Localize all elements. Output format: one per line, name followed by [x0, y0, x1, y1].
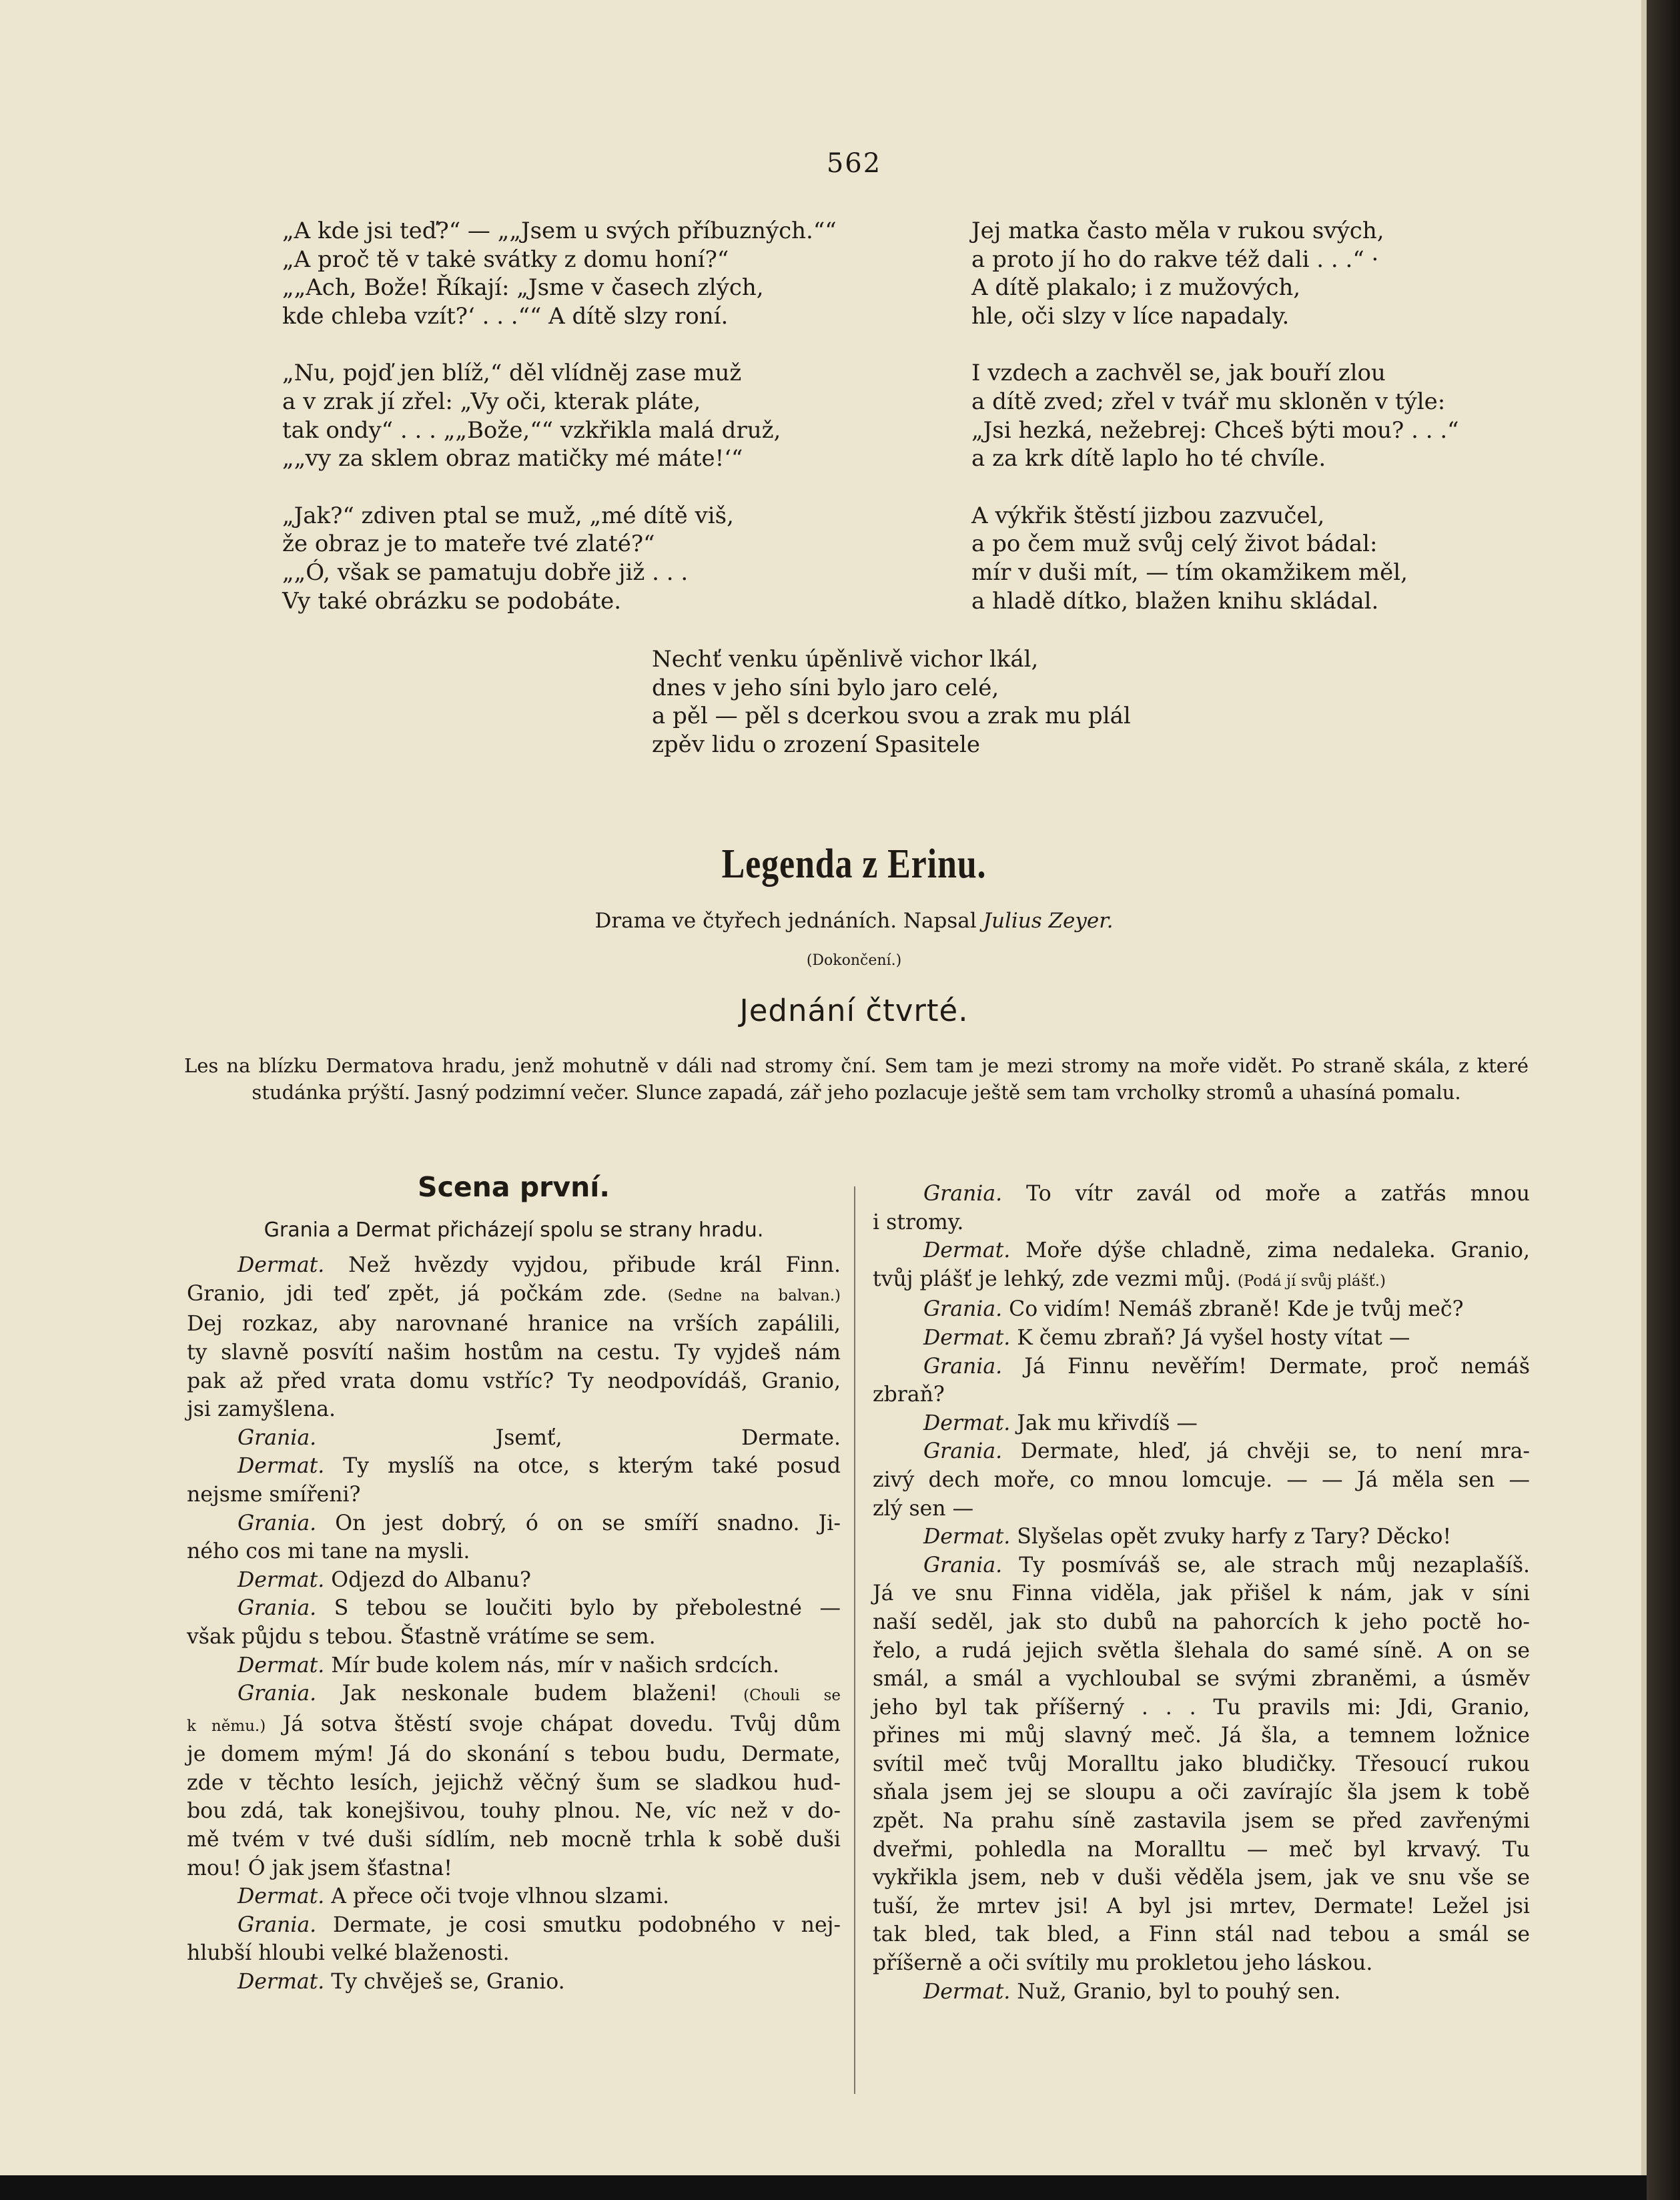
speaker-name: Grania. — [238, 1912, 317, 1937]
dialogue-text: řelo, a rudá jejich světla šlehala do samé síně. A on se — [873, 1638, 1530, 1663]
dialogue-text: Jak mu křivdíš — — [1010, 1411, 1198, 1435]
dialogue-line — [873, 1437, 1530, 1466]
poem-line: „Nu, pojď jen blíž,“ děl vlídněj zase muž — [282, 360, 742, 387]
dialogue-text: však půjdu s tebou. Šťastně vrátíme se sem. — [187, 1624, 656, 1649]
speaker-name: Grania. — [923, 1297, 1003, 1322]
poem-closing-stanza — [652, 645, 1131, 759]
dialogue-right-column — [873, 1180, 1530, 2006]
dialogue-line — [187, 1594, 841, 1623]
speaker-name: Grania. — [238, 1425, 317, 1450]
dialogue-text: sňala jsem jej se sloupu a oči zavírajíc šla jsem k tobě — [873, 1780, 1530, 1805]
dialogue-line — [873, 1836, 1530, 1864]
dialogue-line — [187, 1882, 841, 1911]
poem-line: zpěv lidu o zrození Spasitele — [652, 731, 980, 758]
poem-line: tak ondy“ . . . „„Bože,““ vzkřikla malá druž, — [282, 416, 781, 444]
dialogue-line — [187, 1854, 841, 1883]
dialogue-line — [187, 1939, 841, 1968]
dialogue-line — [873, 1381, 1530, 1409]
play-subtitle — [0, 909, 1680, 933]
dialogue-text: tak bled, tak bled, a Finn stál nad tebou a smál se — [873, 1922, 1530, 1947]
dialogue-text: Mír bude kolem nás, mír v našich srdcích. — [324, 1653, 779, 1678]
dialogue-line — [187, 1481, 841, 1509]
scene-description: Grania a Dermat přicházejí spolu se strany hradu. — [264, 1218, 764, 1242]
scene-title: Scena první. — [418, 1171, 610, 1203]
dialogue-line — [187, 1740, 841, 1769]
dialogue-text: i stromy. — [873, 1210, 964, 1234]
dialogue-text: Než hvězdy vyjdou, přibude král Finn. — [324, 1253, 841, 1278]
poem-line: Jej matka často měla v rukou svých, — [971, 218, 1384, 244]
stage-setting: Les na blízku Dermatova hradu, jenž mohutně v dáli nad stromy ční. Sem tam je mezi stromy na moře vidět. Po straně skála, z které studánka prýští. Jasný podzimní večer. Slunce zapadá, zář jeho pozlacuje ještě sem tam vrcholky stromů a uhasíná pomalu. — [184, 1054, 1529, 1104]
poem-line: a dítě zved; zřel v tvář mu skloněn v týle: — [971, 388, 1446, 415]
dialogue-line — [187, 1251, 841, 1280]
dialogue-line — [873, 1949, 1530, 1978]
speaker-name: Grania. — [923, 1182, 1003, 1206]
dialogue-line — [187, 1769, 841, 1798]
dialogue-line — [873, 1466, 1530, 1495]
dialogue-line — [873, 1265, 1530, 1296]
poem-line: „„Ó, však se pamatuju dobře již . . . — [282, 559, 689, 586]
speaker-name: Dermat. — [238, 1653, 325, 1678]
poem-line: „Jak?“ zdiven ptal se muž, „mé dítě viš, — [282, 502, 734, 529]
book-spine-edge — [1647, 0, 1680, 2200]
dialogue-text: Slyšelas opět zvuky harfy z Tary? Děcko! — [1010, 1525, 1452, 1549]
poem-line: A výkřik štěstí jizbou zazvučel, — [971, 502, 1325, 529]
dialogue-line — [873, 1694, 1530, 1722]
column-divider — [854, 1186, 855, 2094]
speaker-name: Grania. — [923, 1354, 1003, 1379]
speaker-name: Grania. — [923, 1439, 1003, 1464]
speaker-name: Dermat. — [238, 1884, 325, 1909]
dialogue-line — [873, 1892, 1530, 1921]
dialogue-text: jsi zamyšlena. — [187, 1397, 336, 1422]
dialogue-text: ty slavně posvítí našim hostům na cestu. Ty vyjdeš nám — [187, 1340, 841, 1365]
poem-line: a proto jí ho do rakve též dali . . .“ · — [971, 246, 1379, 273]
dialogue-line — [187, 1452, 841, 1481]
dialogue-line — [187, 1566, 841, 1595]
speaker-name: Grania. — [238, 1596, 317, 1621]
dialogue-line — [873, 1778, 1530, 1807]
speaker-name: Dermat. — [923, 1411, 1011, 1435]
speaker-name: Grania. — [238, 1511, 317, 1535]
dialogue-text: příšerně a oči svítily mu prokletou jeho láskou. — [873, 1951, 1373, 1976]
dialogue-line — [873, 1750, 1530, 1779]
poem-line: a po čem muž svůj celý život bádal: — [971, 530, 1378, 558]
speaker-name: Dermat. — [923, 1525, 1011, 1549]
dialogue-line — [873, 1208, 1530, 1237]
dialogue-line — [873, 1579, 1530, 1608]
dialogue-text: K čemu zbraň? Já vyšel hosty vítat — — [1010, 1325, 1410, 1350]
author-name: Julius Zeyer. — [983, 909, 1114, 933]
speaker-name: Dermat. — [923, 1979, 1011, 2004]
dialogue-line — [187, 1509, 841, 1538]
stage-direction: (Podá jí svůj plášť.) — [1237, 1272, 1386, 1290]
dialogue-text: zpět. Na prahu síně zastavila jsem se před zavřenými — [873, 1809, 1530, 1834]
dialogue-text: přines mi můj slavný meč. Já šla, a temnem ložnice — [873, 1724, 1530, 1748]
dialogue-line — [873, 1807, 1530, 1836]
dialogue-line — [187, 1339, 841, 1367]
poem-stanza — [971, 359, 1459, 472]
subtitle-text: Drama ve čtyřech jednáních. Napsal — [594, 909, 977, 933]
poem-line: A dítě plakalo; i z mužových, — [971, 274, 1301, 302]
dialogue-text: Jak neskonale budem blaženi! — [316, 1682, 744, 1706]
dialogue-text: Co vidím! Nemáš zbraně! Kde je tvůj meč? — [1002, 1297, 1464, 1322]
poem-line: že obraz je to mateře tvé zlaté?“ — [282, 530, 655, 558]
stage-direction: (Chouli se — [743, 1687, 841, 1705]
speaker-name: Dermat. — [238, 1567, 325, 1592]
dialogue-text: naší seděl, jak sto dubů na pahorcích k jeho poctě ho- — [873, 1609, 1530, 1634]
poem-line: „A proč tě v takė svátky z domu honí?“ — [282, 246, 729, 273]
dialogue-text: nejsme smířeni? — [187, 1482, 361, 1507]
dialogue-line — [873, 1180, 1530, 1208]
poem-line: a v zrak jí zřel: „Vy oči, kterak pláte, — [282, 388, 701, 415]
dialogue-text: Já sotva štěstí svoje chápat dovedu. Tvůj dům — [266, 1712, 841, 1736]
dialogue-text: zbraň? — [873, 1383, 945, 1407]
dialogue-text: bou zdá, tak konejšivou, touhy plnou. Ne, víc než v do- — [187, 1799, 841, 1824]
dialogue-text: Odjezd do Albanu? — [324, 1567, 531, 1592]
dialogue-line — [187, 1395, 841, 1424]
poem-line: mír v duši mít, — tím okamžikem měl, — [971, 559, 1408, 586]
dialogue-text: dveřmi, pohledla na Moralltu — meč byl krvavý. Tu — [873, 1837, 1530, 1862]
dialogue-text: Moře dýše chladně, zima nedaleka. Granio, — [1010, 1238, 1530, 1263]
dialogue-line — [187, 1826, 841, 1854]
dialogue-line — [873, 1495, 1530, 1523]
dialogue-text: pak až před vrata domu vstříc? Ty neodpovídáš, Granio, — [187, 1369, 841, 1393]
speaker-name: Dermat. — [238, 1970, 325, 1994]
dialogue-text: To vítr zavál od moře a zatřás mnou — [1002, 1182, 1530, 1206]
poem-stanza — [971, 502, 1459, 615]
dialogue-text: je domem mým! Já do skonání s tebou budu, Dermate, — [187, 1742, 841, 1767]
dialogue-line — [873, 1978, 1530, 2006]
dialogue-line — [873, 1637, 1530, 1666]
poem-line: a hladě dítko, blažen knihu skládal. — [971, 587, 1379, 615]
dialogue-left-body — [187, 1251, 841, 1996]
dialogue-line — [873, 1920, 1530, 1949]
dialogue-text: tvůj plášť je lehký, zde vezmi můj. — [873, 1266, 1238, 1291]
poem-line: kde chleba vzít?‘ . . .““ A dítě slzy roní. — [282, 302, 729, 330]
dialogue-line — [187, 1680, 841, 1710]
dialogue-left-column — [187, 1171, 841, 1996]
dialogue-text: Ty myslíš na otce, s kterým také posud — [324, 1454, 841, 1479]
speaker-name: Grania. — [238, 1682, 317, 1706]
dialogue-text: Nuž, Granio, byl to pouhý sen. — [1010, 1979, 1341, 2004]
dialogue-line — [187, 1280, 841, 1311]
dialogue-text: S tebou se loučiti bylo by přebolestné — — [316, 1596, 841, 1621]
dialogue-text: smál, a smál a vychloubal se svými zbraněmi, a úsměv — [873, 1667, 1530, 1692]
dialogue-text: svítil meč tvůj Moralltu jako bludičky. Třesoucí rukou — [873, 1752, 1530, 1776]
dialogue-line — [187, 1968, 841, 1996]
dialogue-text: Dermate, hleď, já chvěji se, to není mra- — [1002, 1439, 1530, 1464]
dialogue-text: zde v těchto lesích, jejichž věčný šum se sladkou hud- — [187, 1770, 841, 1795]
continued-note: (Dokončení.) — [806, 952, 902, 969]
poem-left-column — [282, 217, 837, 644]
dialogue-text: Dej rozkaz, aby narovnané hranice na vrších zapálili, — [187, 1312, 841, 1337]
dialogue-line — [873, 1409, 1530, 1438]
speaker-name: Dermat. — [923, 1238, 1011, 1263]
dialogue-line — [873, 1295, 1530, 1324]
dialogue-text: ného cos mi tane na mysli. — [187, 1539, 470, 1564]
dialogue-text: Jsemť, Dermate. — [316, 1425, 841, 1450]
dialogue-text: Granio, jdi teď zpět, já počkám zde. — [187, 1281, 668, 1306]
dialogue-line — [187, 1623, 841, 1652]
dialogue-line — [187, 1911, 841, 1940]
poem-stanza — [282, 502, 837, 615]
poem-stanza — [282, 359, 837, 472]
dialogue-text: On jest dobrý, ó on se smíří snadno. Ji- — [316, 1511, 841, 1535]
dialogue-line — [187, 1367, 841, 1396]
dialogue-text: Dermate, je cosi smutku podobného v nej- — [316, 1912, 841, 1937]
dialogue-line — [873, 1864, 1530, 1892]
dialogue-text: A přece oči tvoje vlhnou slzami. — [324, 1884, 670, 1909]
dialogue-line — [187, 1424, 841, 1453]
poem-line: dnes v jeho síni bylo jaro celé, — [652, 674, 999, 701]
dialogue-line — [873, 1608, 1530, 1637]
dialogue-line — [187, 1797, 841, 1826]
stage-direction: k němu.) — [187, 1717, 266, 1735]
dialogue-line — [873, 1236, 1530, 1265]
dialogue-line — [187, 1652, 841, 1680]
stage-direction: (Sedne na balvan.) — [667, 1287, 841, 1305]
dialogue-text: mou! Ó jak jsem šťastna! — [187, 1856, 452, 1880]
poem-line: a pěl — pěl s dcerkou svou a zrak mu plál — [652, 703, 1131, 730]
poem-line: Vy také obrázku se podobáte. — [282, 587, 622, 615]
dialogue-text: hlubší hloubi velké blaženosti. — [187, 1941, 510, 1966]
dialogue-line — [873, 1551, 1530, 1580]
dialogue-line — [187, 1310, 841, 1339]
dialogue-text: Já Finnu nevěřím! Dermate, proč nemáš — [1002, 1354, 1530, 1379]
speaker-name: Dermat. — [238, 1253, 325, 1278]
poem-stanza — [971, 217, 1459, 330]
dialogue-line — [873, 1353, 1530, 1381]
dialogue-line — [187, 1537, 841, 1566]
poem-line: hle, oči slzy v líce napadaly. — [971, 302, 1290, 330]
poem-line: „„vy za sklem obraz matičky mé máte!‘“ — [282, 445, 743, 472]
dialogue-line — [187, 1710, 841, 1741]
play-title: Legenda z Erinu. — [721, 841, 987, 887]
dialogue-text: tuší, že mrtev jsi! A byl jsi mrtev, Dermate! Ležel jsi — [873, 1894, 1530, 1918]
page-number: 562 — [826, 148, 882, 179]
dialogue-text: Ty chvěješ se, Granio. — [324, 1970, 565, 1994]
poem-stanza — [282, 217, 837, 330]
dialogue-text: jeho byl tak příšerný . . . Tu pravils mi: Jdi, Granio, — [873, 1695, 1530, 1720]
dialogue-line — [873, 1324, 1530, 1353]
dialogue-text: zlý sen — — [873, 1496, 974, 1521]
dialogue-text: mě tvém v tvé duši sídlím, neb mocně trhla k sobě duši — [187, 1828, 841, 1852]
dialogue-line — [873, 1722, 1530, 1750]
speaker-name: Dermat. — [238, 1454, 325, 1479]
act-title: Jednání čtvrté. — [739, 993, 969, 1028]
dialogue-text: vykřikla jsem, neb v duši věděla jsem, jak ve snu vše se — [873, 1866, 1530, 1890]
poem-line: „Jsi hezká, nežebrej: Chceš býti mou? . . .“ — [971, 416, 1459, 444]
poem-right-column — [971, 217, 1459, 644]
dialogue-text: Já ve snu Finna viděla, jak přišel k nám, jak v síni — [873, 1581, 1530, 1606]
poem-line: I vzdech a zachvěl se, jak bouří zlou — [971, 360, 1386, 387]
dialogue-text: Ty posmíváš se, ale strach můj nezaplašíš. — [1002, 1553, 1530, 1577]
speaker-name: Dermat. — [923, 1325, 1011, 1350]
poem-line: Nechť venku úpěnlivě vichor lkál, — [652, 646, 1039, 673]
dialogue-text: zivý dech moře, co mnou lomcuje. — — Já měla sen — — [873, 1467, 1530, 1492]
dialogue-line — [873, 1523, 1530, 1551]
dialogue-right-body — [873, 1180, 1530, 2006]
dialogue-line — [873, 1665, 1530, 1694]
poem-line: a za krk dítě laplo ho té chvíle. — [971, 445, 1326, 472]
poem-line: „A kde jsi teď?“ — „„Jsem u svých příbuzných.““ — [282, 218, 837, 244]
speaker-name: Grania. — [923, 1553, 1003, 1577]
poem-line: „„Ach, Bože! Říkají: „Jsme v časech zlých, — [282, 274, 764, 302]
